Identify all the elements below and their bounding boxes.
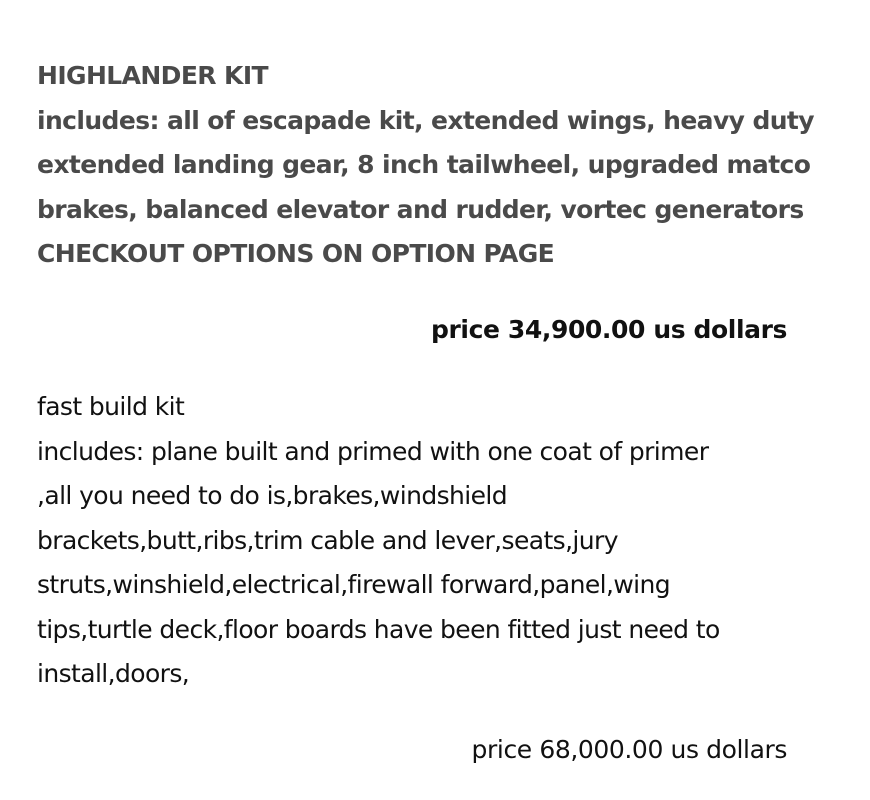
highlander-includes-line-2: extended landing gear, 8 inch tailwheel, upgraded matco bbox=[37, 150, 811, 179]
fast-build-includes-line-5: tips,turtle deck,floor boards have been fitted just need to bbox=[37, 614, 720, 644]
fast-build-includes-line-3: brackets,butt,ribs,trim cable and lever,seats,jury bbox=[37, 525, 618, 555]
fast-build-includes-line-4: struts,winshield,electrical,firewall forward,panel,wing bbox=[37, 570, 671, 599]
highlander-kit-title: HIGHLANDER KIT bbox=[37, 61, 268, 90]
highlander-includes-line-3: brakes, balanced elevator and rudder, vortec generators bbox=[37, 194, 804, 224]
checkout-options-note: CHECKOUT OPTIONS ON OPTION PAGE bbox=[37, 239, 555, 268]
fast-build-includes-line-6: install,doors, bbox=[37, 659, 190, 688]
fast-build-includes-line-2: ,all you need to do is,brakes,windshield bbox=[37, 481, 508, 510]
fast-build-kit-section bbox=[37, 385, 797, 697]
fast-build-kit-title: fast build kit bbox=[37, 392, 185, 421]
fast-build-kit-price: price 68,000.00 us dollars bbox=[471, 735, 787, 764]
highlander-kit-section bbox=[37, 54, 814, 277]
fast-build-includes-line-1: includes: plane built and primed with one coat of primer bbox=[37, 436, 709, 466]
highlander-kit-price: price 34,900.00 us dollars bbox=[430, 315, 787, 344]
highlander-includes-line-1: includes: all of escapade kit, extended wings, heavy duty bbox=[37, 105, 814, 135]
